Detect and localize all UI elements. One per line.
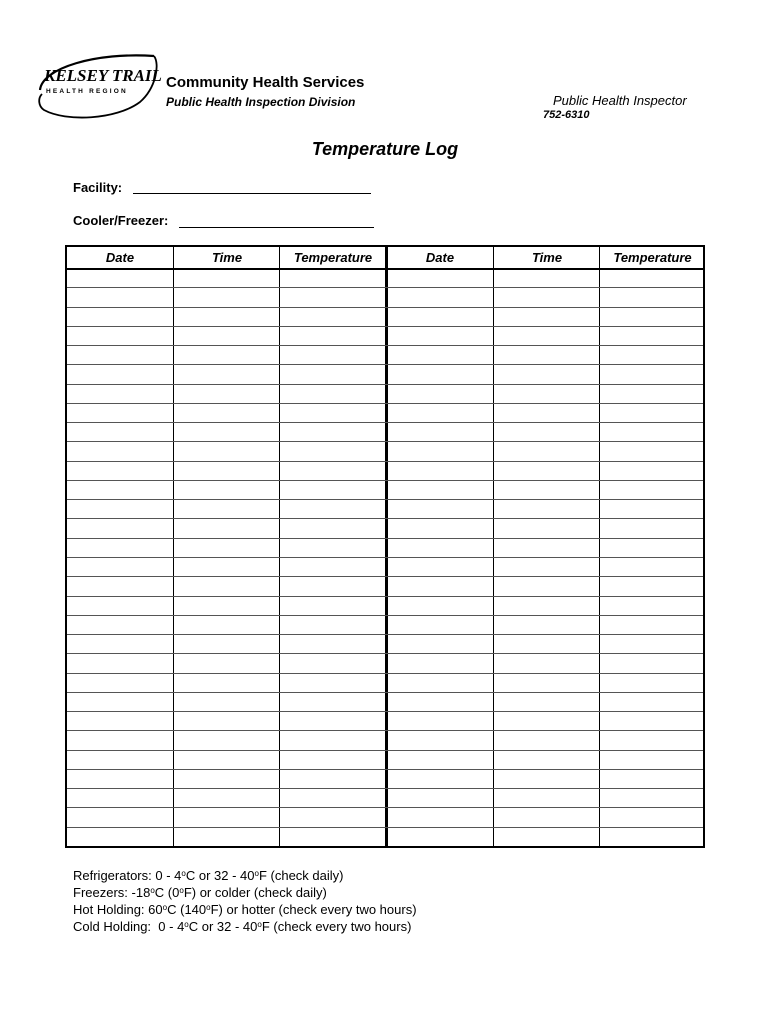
logo-name: KELSEY TRAIL xyxy=(44,66,162,85)
logo-subtitle: HEALTH REGION xyxy=(46,88,128,95)
row-divider xyxy=(67,461,703,462)
note-cold-holding: Cold Holding: 0 - 4$^o$C or 32 - 40$^o$F (check every two hours) xyxy=(73,919,412,934)
row-divider xyxy=(67,441,703,442)
logo-swoosh-graphic xyxy=(36,48,162,126)
row-divider xyxy=(67,750,703,751)
row-divider xyxy=(67,538,703,539)
row-divider xyxy=(67,827,703,828)
column-header-time-1: Time xyxy=(211,250,243,265)
row-divider xyxy=(67,557,703,558)
column-divider xyxy=(279,247,280,846)
row-divider xyxy=(67,422,703,423)
row-divider xyxy=(67,730,703,731)
row-divider xyxy=(67,596,703,597)
column-header-temperature-2: Temperature xyxy=(613,250,692,265)
row-divider xyxy=(67,384,703,385)
row-divider xyxy=(67,653,703,654)
cooler-freezer-field[interactable] xyxy=(179,227,374,228)
note-hot-holding: Hot Holding: 60$^o$C (140$^o$F) or hotter (check every two hours) xyxy=(73,902,417,917)
inspector-phone: 752-6310 xyxy=(543,109,590,121)
note-freezers: Freezers: -18$^o$C (0$^o$F) or colder (check daily) xyxy=(73,885,327,900)
facility-field[interactable] xyxy=(133,193,371,194)
column-divider xyxy=(173,247,174,846)
facility-label: Facility: xyxy=(73,180,123,195)
row-divider xyxy=(67,326,703,327)
row-divider xyxy=(67,711,703,712)
cooler-freezer-label: Cooler/Freezer: xyxy=(73,213,169,228)
document-title: Temperature Log xyxy=(311,139,459,159)
row-divider xyxy=(67,673,703,674)
column-header-date-2: Date xyxy=(425,250,455,265)
header-divider xyxy=(67,268,703,270)
row-divider xyxy=(67,788,703,789)
column-divider xyxy=(493,247,494,846)
kelsey-trail-logo xyxy=(36,48,162,126)
row-divider xyxy=(67,769,703,770)
row-divider xyxy=(67,807,703,808)
row-divider xyxy=(67,403,703,404)
row-divider xyxy=(67,518,703,519)
row-divider xyxy=(67,499,703,500)
row-divider xyxy=(67,287,703,288)
temperature-log-table xyxy=(65,245,705,848)
table-center-divider xyxy=(385,247,388,846)
row-divider xyxy=(67,364,703,365)
row-divider xyxy=(67,480,703,481)
org-name: Community Health Services xyxy=(166,74,365,91)
column-header-temperature-1: Temperature xyxy=(293,250,373,265)
row-divider xyxy=(67,615,703,616)
column-header-time-2: Time xyxy=(531,250,563,265)
column-header-date-1: Date xyxy=(105,250,135,265)
row-divider xyxy=(67,634,703,635)
inspector-title: Public Health Inspector xyxy=(553,93,687,108)
row-divider xyxy=(67,576,703,577)
row-divider xyxy=(67,307,703,308)
note-refrigerators: Refrigerators: 0 - 4$^o$C or 32 - 40$^o$F (check daily) xyxy=(73,868,344,883)
row-divider xyxy=(67,345,703,346)
row-divider xyxy=(67,692,703,693)
temperature-guidelines xyxy=(73,867,417,935)
column-divider xyxy=(599,247,600,846)
org-division: Public Health Inspection Division xyxy=(166,95,356,109)
